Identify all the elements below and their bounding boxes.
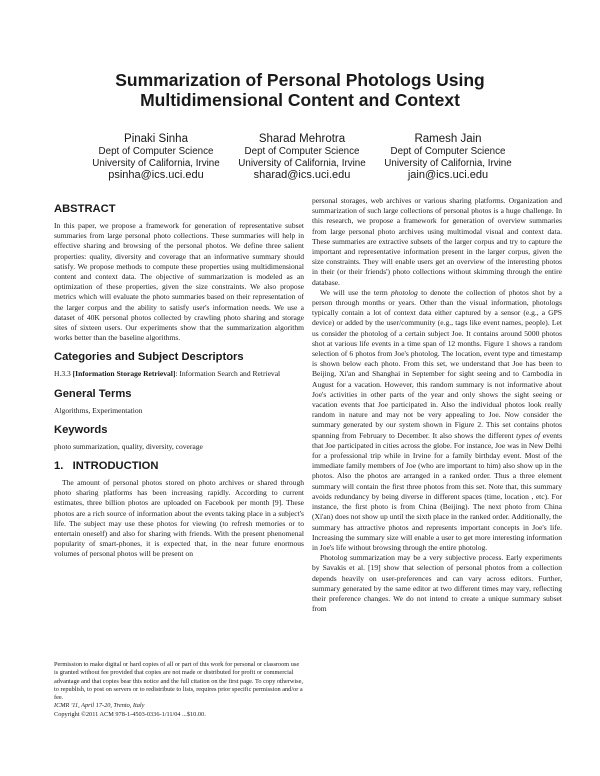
author-email: psinha@ics.uci.edu [108,169,204,181]
general-terms-text: Algorithms, Experimentation [54,405,143,415]
introduction-paragraph: The amount of personal photos stored on photo archives or shared through photo sharing platforms has been increasing rapidly. According to current estimates, three billion photos are uploaded on Facebook per month [9]. These photos are a rich source of information about the events taking place in a subject's life. The subject may use these photos for viewing (to refresh memories or to entertain oneself) and also for sharing with friends. With the present phenomenal popularity of smart-phones, it is expected that, in the near future enormous volumes of personal photos will be present on [54,478,304,559]
venue-text: ICMR '11, April 17-20, Trento, Italy [54,702,145,710]
keywords-heading: Keywords [54,423,108,436]
author-dept: Dept of Computer Science [98,146,214,157]
keywords-text: photo summarization, quality, diversity, coverage [54,441,203,451]
permission-text: Permission to make digital or hard copies of all or part of this work for personal or classroom use is granted without fee provided that copies are not made or distributed for profit or commercial advantage and that copies bear this notice and the full citation on the first page. To copy otherwise, to republish, to post on servers or to redistribute to lists, requires prior specific permission and/or a fee. [54,661,303,702]
copyright-text: Copyright ©2011 ACM 978-1-4503-0336-1/11/04 ...$10.00. [54,710,206,718]
abstract-heading: ABSTRACT [54,203,116,215]
title-line-1: Summarization of Personal Photologs Using [115,70,485,90]
subjectivity-paragraph: Photolog summarization may be a very subjective process. Early experiments by Savakis et al. [19] show that selection of personal photos from a collection depends heavily on user-preferences and can vary across editors. Further, summary generated by the same editor at two different times may vary, reflecting their preference changes. We do not intend to create a unique summary subset from [312,553,562,614]
abstract-text: In this paper, we propose a framework for generation of representative subset summaries from large personal photo collections. These summaries will help in effective sharing and browsing of the personal photos. We define three salient properties: quality, diversity and coverage that an informative summary should satisfy. We propose methods to compute these properties using multidimensional content and context data. The objective of summarization is modeled as an optimization of these properties, given the size constraints. We also propose metrics which will evaluate the photo summaries based on their representation of the larger corpus and the ability to satisfy user's information needs. We use a dataset of 40K personal photos collected by crawling photo sharing and storage sites of sixteen users. Our experiments show that the summarization algorithm works better than the baseline algorithms. [54,221,304,343]
introduction-heading: 1. INTRODUCTION [54,460,159,473]
categories-section [54,350,304,379]
abstract-section [54,202,304,343]
paper-title [40,70,560,110]
author-block-2 [222,132,382,182]
author-university: University of California, Irvine [238,157,366,169]
author-email: jain@ics.uci.edu [407,169,489,181]
author-dept: Dept of Computer Science [390,146,506,157]
keywords-section [54,423,304,452]
author-name: Ramesh Jain [414,133,482,145]
general-terms-section [54,387,304,416]
author-name: Pinaki Sinha [124,133,188,145]
category-rest: : Information Search and Retrieval [175,369,281,379]
photolog-paragraph: We will use the term photolog to denote the collection of photos shot by a person through months or years. Other than the visual information, photologs typically contain a lot of context data either captured by a sensor (e.g., a GPS device) or added by the user/community (e.g., tags like event names, people). Let us consider the photolog of a certain subject Joe. It contains around 5000 photos shot at various life events in a time span of 12 months. Figure 1 shows a random selection of 6 photos from Joe's photolog. The location, event type and timestamp is shown below each photo. From this set, we understand that Joe has been to Beijing, Xi'an and Shanghai in September for sight seeing and to Cambodia in August for a vacation. However, this random summary is not informative about Joe's activities in other parts of the year and only shows the sight seeing or vacation events that Joe participated in. Also the individual photos look really random in nature and may not be very appealing to Joe. Now consider the summary generated by our system shown in Figure 2. This set contains photos spanning from February to December. It also shows the different types of events that Joe participated in cities across the globe. For instance, Joe was in New Delhi for a professional trip while in Irvine for a family birthday event. Most of the immediate family members of Joe (who are important to him) also show up in the photos. Also the photos are arranged in a ranked order. Thus a three element summary will contain the first three photos from this set. Note that, this summary avoids redundancy by being diverse in different spaces (time, location , etc). For instance, the first photo is from China (Beijing). The next photo from China (Xi'an) does not show up until the sixth place in the ranked order. Additionally, the summary has attractive photos and represents important concepts in Joe's life. Increasing the summary size will enable a user to get more interesting information in Joe's life without browsing through the entire photolog. [312,287,563,552]
categories-heading: Categories and Subject Descriptors [54,351,244,364]
author-university: University of California, Irvine [384,157,512,169]
permission-footnote [54,661,304,719]
intro-continuation-paragraph: personal storages, web archives or various sharing platforms. Organization and summarization of such large collections of personal photos is a huge challenge. In this research, we propose a framework for generation of overview summaries from large personal photo archives using multimodal visual and context data. These summaries are extractive subsets of the larger corpus and try to capture the important and representative information present in the larger corpus, given the size constraints. They will enable users get an overview of the interesting photos in their (or their friends') photo collections without skimming through the entire database. [312,196,562,287]
general-terms-heading: General Terms [54,387,132,400]
author-university: University of California, Irvine [92,157,220,169]
author-dept: Dept of Computer Science [244,146,360,157]
author-name: Sharad Mehrotra [258,133,346,145]
category-code: H.3.3 [54,369,71,379]
introduction-section [54,459,304,560]
title-line-2: Multidimensional Content and Context [140,90,460,110]
author-block-1 [76,132,236,182]
categories-text [54,369,304,379]
author-block-3 [368,132,528,182]
category-bold: [Information Storage Retrieval] [72,369,176,379]
left-column [54,202,304,560]
right-column [312,196,562,614]
author-email: sharad@ics.uci.edu [253,169,351,181]
